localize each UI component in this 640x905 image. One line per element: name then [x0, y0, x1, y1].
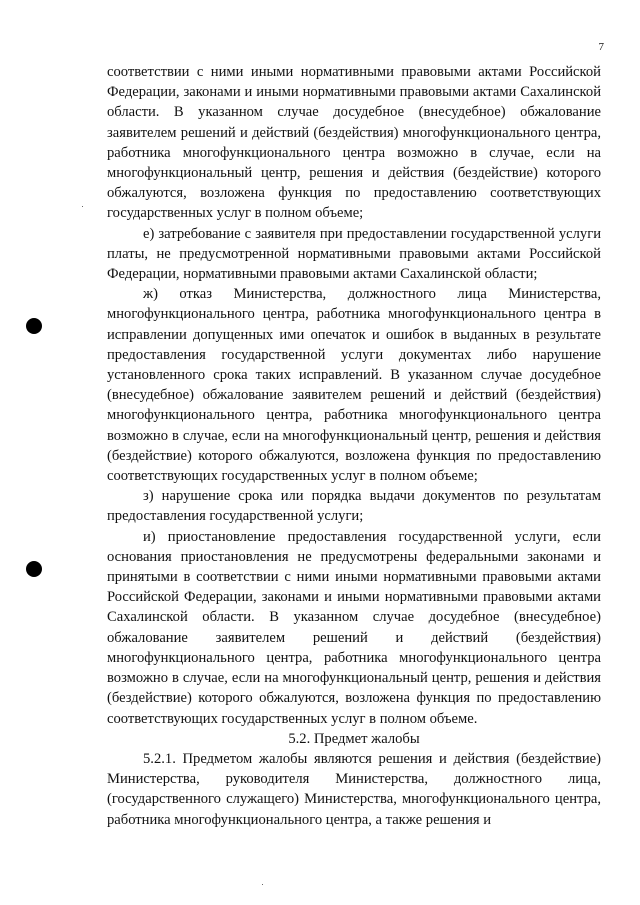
scan-speck	[262, 884, 263, 885]
page-number: 7	[598, 41, 604, 53]
punch-hole-top	[26, 318, 42, 334]
paragraph-continuation: соответствии с ними иными нормативными правовыми актами Российской Федерации, законами и иными нормативными правовыми актами Сахалинской области. В указанном случае досудебное (внесудебное) обжалование заявителем решений и действий (бездействия) многофункционального центра, работника многофункционального центра возможно в случае, если на многофункциональный центр, решения и действия (бездействие) которого обжалуются, возложена функция по предоставлению соответствующих государственных услуг в полном объеме;	[107, 64, 601, 222]
document-body	[107, 62, 601, 830]
paragraph-item-z: з) нарушение срока или порядка выдачи документов по результатам предоставления государственной услуги;	[107, 488, 601, 525]
scan-speck	[82, 206, 83, 207]
paragraph-item-zh: ж) отказ Министерства, должностного лица Министерства, многофункционального центра, работника многофункционального центра в исправлении допущенных ими опечаток и ошибок в выданных в результате предоставления государственной услуги документах либо нарушение установленного срока таких исправлений. В указанном случае досудебное (внесудебное) обжалование заявителем решений и действий (бездействия) многофункционального центра, работника многофункционального центра возможно в случае, если на многофункциональный центр, решения и действия (бездействие) которого обжалуются, возложена функция по предоставлению соответствующих государственных услуг в полном объеме;	[107, 286, 601, 485]
paragraph-item-e: е) затребование с заявителя при предоставлении государственной услуги платы, не предусмотренной нормативными правовыми актами Российской Федерации, нормативными правовыми актами Сахалинской области;	[107, 225, 601, 283]
paragraph-item-i: и) приостановление предоставления государственной услуги, если основания приостановления не предусмотрены федеральными законами и принятыми в соответствии с ними иными нормативными правовыми актами Российской Федерации, законами и иными нормативными правовыми актами Сахалинской области. В указанном случае досудебное (внесудебное) обжалование заявителем решений и действий (бездействия) многофункционального центра, работника многофункционального центра возможно в случае, если на многофункциональный центр, решения и действия (бездействие) которого обжалуются, возложена функция по предоставлению соответствующих государственных услуг в полном объеме.	[107, 528, 601, 727]
punch-hole-bottom	[26, 561, 42, 577]
section-heading: 5.2. Предмет жалобы	[288, 730, 420, 747]
paragraph-5-2-1: 5.2.1. Предметом жалобы являются решения и действия (бездействие) Министерства, руководителя Министерства, должностного лица, (государственного служащего) Министерства, многофункционального центра, работника многофункционального центра, а также решения и	[107, 750, 601, 828]
